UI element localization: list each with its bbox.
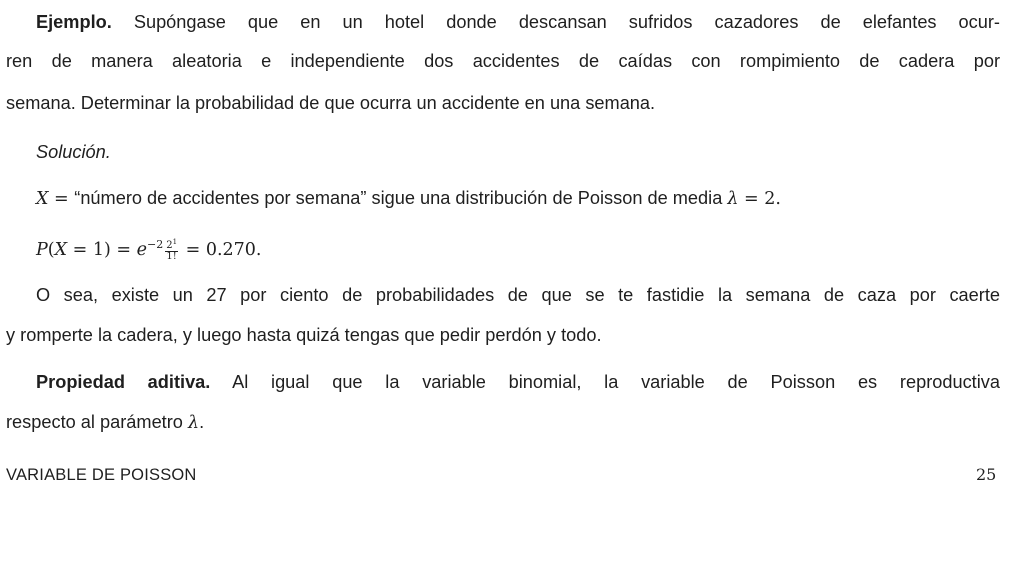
variable-x: X [36, 189, 49, 209]
example-text-3: semana. Determinar la probabilidad de que ocurra un accidente en una semana. [6, 93, 656, 113]
prob-open: ( [47, 240, 55, 260]
fraction-numerator-base: 2 [166, 239, 173, 251]
example-line-3 [6, 91, 1000, 115]
property-text-1: Al igual que la variable binomial, la variable de Poisson es reproductiva [232, 372, 1000, 392]
page-number: 25 [976, 465, 997, 484]
prob-exponent: −2 [146, 238, 164, 251]
prob-x: X [54, 240, 68, 260]
lambda-value: = 2. [738, 189, 781, 209]
example-text-1: Supóngase que en un hotel donde descansan sufridos cazadores de elefantes ocur- [111, 12, 1000, 32]
variable-description: “número de accidentes por semana” sigue una distribución de Poisson de media [74, 188, 728, 208]
fraction-denominator: 1! [166, 250, 177, 262]
property-line-2 [6, 410, 1000, 435]
property-line-1 [36, 370, 1000, 394]
solution-label-line [36, 140, 1000, 164]
variable-eq: = [48, 189, 75, 209]
example-text-2: ren de manera aleatoria e independiente dos accidentes de caídas con rompimiento de cadera por [6, 51, 1000, 71]
comment-line-1 [36, 283, 1000, 307]
prob-p: P [36, 240, 48, 260]
prob-result: = 0.270. [180, 240, 262, 260]
comment-line-2 [6, 323, 1000, 347]
example-heading: Ejemplo. [36, 12, 112, 32]
fraction-numerator-exp: 1 [172, 237, 178, 246]
lambda-symbol: λ [727, 189, 739, 209]
fraction-numerator [165, 237, 178, 252]
solution-variable-line [36, 186, 1000, 211]
prob-e: e [136, 240, 147, 260]
property-lambda: λ [187, 413, 200, 433]
example-line-1 [36, 10, 1000, 34]
prob-fraction [165, 237, 178, 262]
property-text-2: respecto al parámetro [6, 412, 188, 432]
solution-label: Solución. [36, 142, 111, 162]
running-footer-title: VARIABLE DE POISSON [6, 466, 197, 484]
property-heading: Propiedad aditiva. [36, 372, 211, 392]
comment-text-2: y romperte la cadera, y luego hasta quizá tengas que pedir perdón y todo. [6, 325, 602, 345]
comment-text-1: O sea, existe un 27 por ciento de probabilidades de que se te fastidie la semana de caza por caerte [36, 285, 1000, 305]
probability-formula-line [36, 233, 1000, 263]
example-line-2 [6, 49, 1000, 73]
prob-eq: = 1) = [67, 240, 137, 260]
property-end: . [199, 412, 205, 432]
